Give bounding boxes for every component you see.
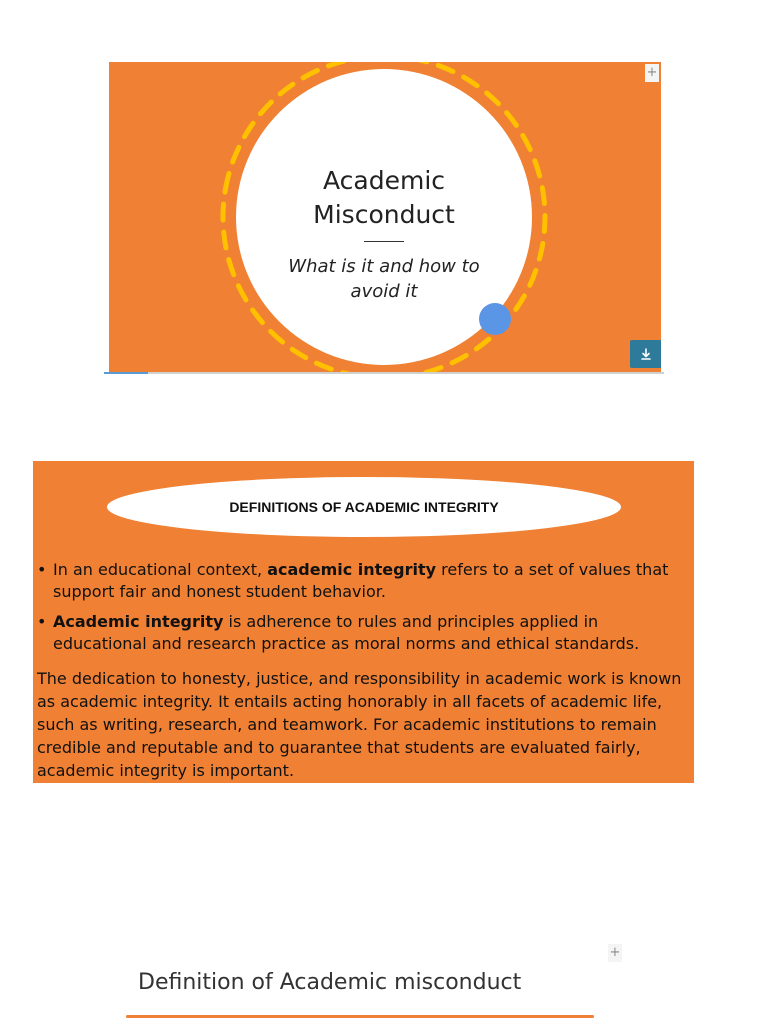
bullet-dot: • (37, 560, 47, 579)
slide-1-subtitle: What is it and how to avoid it (288, 256, 480, 302)
slide-1-baseline (104, 372, 664, 374)
slide-1-baseline-accent (104, 372, 148, 374)
download-icon (639, 347, 653, 361)
bullet-list (37, 559, 687, 663)
slide-2 (33, 461, 694, 783)
pin-button[interactable] (608, 944, 622, 962)
bold-term: Academic integrity (53, 612, 224, 631)
download-button[interactable] (630, 340, 661, 368)
slide-3-title: Definition of Academic misconduct (138, 970, 522, 995)
heading-oval (107, 477, 621, 537)
pin-button[interactable] (645, 64, 659, 82)
slide-1-title: Academic Misconduct (313, 166, 455, 229)
slide-1 (109, 62, 661, 373)
bullet-dot: • (37, 612, 47, 631)
definition-paragraph: The dedication to honesty, justice, and responsibility in academic work is known as academic integrity. It entails acting honorably in all facets of academic life, such as writing, research, and teamwork. For academic institutions to remain credible and reputable and to guarantee that students are evaluated fairly, academic integrity is important. (37, 669, 682, 780)
blue-dot-decoration (479, 303, 511, 335)
slide-2-heading: DEFINITIONS OF ACADEMIC INTEGRITY (229, 499, 499, 515)
title-underline (126, 1015, 594, 1018)
bullet-item: • Academic integrity is adherence to rules and principles applied in educational and research practice as moral norms and ethical standards. (37, 612, 640, 653)
plus-icon: + (646, 65, 658, 80)
bullet-item: • In an educational context, academic integrity refers to a set of values that support fair and honest student behavior. (37, 560, 669, 601)
title-divider (364, 241, 404, 242)
plus-icon: + (609, 945, 621, 960)
bold-term: academic integrity (267, 560, 437, 579)
